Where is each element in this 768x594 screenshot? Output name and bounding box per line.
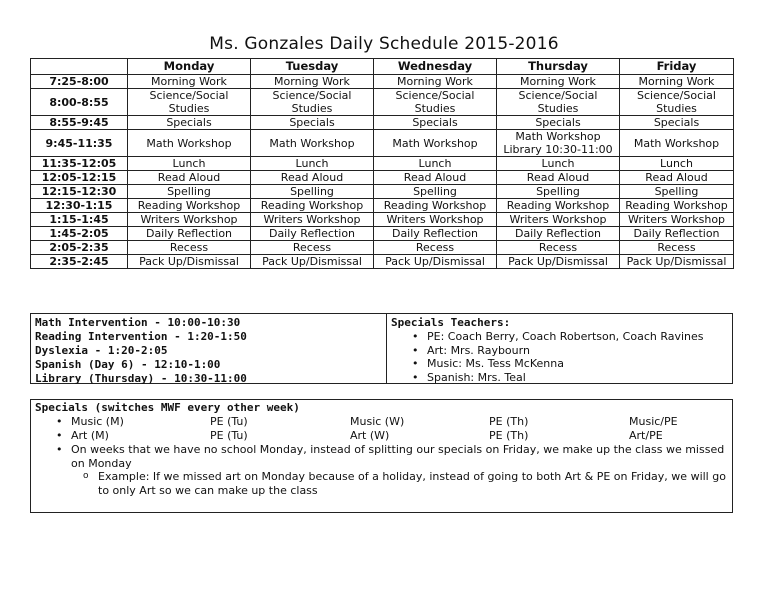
schedule-cell: Science/Social Studies	[497, 89, 620, 116]
teacher-item: • Spanish: Mrs. Teal	[427, 371, 728, 385]
schedule-cell: Science/Social Studies	[374, 89, 497, 116]
time-slot: 12:15-12:30	[31, 185, 128, 199]
specials-teachers-section	[387, 314, 732, 383]
time-slot: 12:05-12:15	[31, 171, 128, 185]
schedule-cell: Specials	[374, 116, 497, 130]
rotation-note: • On weeks that we have no school Monday, instead of splitting our specials on Friday, we make up the class we missed on Monday	[35, 443, 728, 471]
table-row	[31, 130, 734, 157]
time-slot: 12:30-1:15	[31, 199, 128, 213]
schedule-cell: Pack Up/Dismissal	[497, 255, 620, 269]
table-row	[31, 227, 734, 241]
rotation-cell: • Art (M)	[71, 428, 109, 442]
schedule-cell: Read Aloud	[128, 171, 251, 185]
rotation-example: o Example: If we missed art on Monday because of a holiday, instead of going to both Art & PE on Friday, we will go to only Art so we can make up the class	[35, 470, 728, 498]
schedule-cell: Reading Workshop	[497, 199, 620, 213]
table-row	[31, 75, 734, 89]
schedule-cell: Recess	[374, 241, 497, 255]
schedule-cell: Spelling	[128, 185, 251, 199]
schedule-cell: Science/Social Studies	[128, 89, 251, 116]
time-column-header	[31, 59, 128, 75]
time-slot: 2:05-2:35	[31, 241, 128, 255]
schedule-cell: Read Aloud	[374, 171, 497, 185]
rotation-cell: PE (Th)	[489, 428, 529, 442]
rotation-row	[35, 415, 728, 429]
table-row	[31, 116, 734, 130]
schedule-cell: Morning Work	[497, 75, 620, 89]
rotation-cell: PE (Tu)	[210, 414, 248, 428]
rotation-cell: PE (Th)	[489, 414, 529, 428]
schedule-cell: Writers Workshop	[128, 213, 251, 227]
schedule-cell: Daily Reflection	[128, 227, 251, 241]
teacher-item: • Art: Mrs. Raybourn	[427, 344, 728, 358]
table-row	[31, 157, 734, 171]
schedule-table	[30, 58, 734, 269]
schedule-cell: Daily Reflection	[497, 227, 620, 241]
schedule-cell: Math Workshop	[620, 130, 734, 157]
time-slot: 1:15-1:45	[31, 213, 128, 227]
schedule-cell: Pack Up/Dismissal	[620, 255, 734, 269]
schedule-cell: Reading Workshop	[374, 199, 497, 213]
schedule-cell: Morning Work	[374, 75, 497, 89]
schedule-cell: Read Aloud	[497, 171, 620, 185]
schedule-cell: Daily Reflection	[620, 227, 734, 241]
schedule-cell: Writers Workshop	[251, 213, 374, 227]
table-row	[31, 185, 734, 199]
schedule-cell: Math Workshop	[374, 130, 497, 157]
schedule-cell: Lunch	[374, 157, 497, 171]
table-row	[31, 255, 734, 269]
schedule-cell: Morning Work	[620, 75, 734, 89]
table-header-row	[31, 59, 734, 75]
specials-teachers-list	[391, 330, 728, 385]
interventions-and-teachers-box	[30, 313, 733, 384]
teacher-item: • Music: Ms. Tess McKenna	[427, 357, 728, 371]
schedule-cell: Pack Up/Dismissal	[374, 255, 497, 269]
intervention-item: Math Intervention - 10:00-10:30	[35, 316, 241, 329]
intervention-item: Dyslexia - 1:20-2:05	[35, 344, 168, 357]
rotation-cell: Art (W)	[350, 428, 390, 442]
time-slot: 2:35-2:45	[31, 255, 128, 269]
schedule-cell: Spelling	[497, 185, 620, 199]
schedule-cell: Math Workshop	[128, 130, 251, 157]
schedule-cell: Lunch	[620, 157, 734, 171]
schedule-cell: Recess	[497, 241, 620, 255]
day-header: Monday	[128, 59, 251, 75]
schedule-cell: Math Workshop Library 10:30-11:00	[497, 130, 620, 157]
schedule-cell: Writers Workshop	[374, 213, 497, 227]
table-row	[31, 241, 734, 255]
schedule-cell: Lunch	[251, 157, 374, 171]
schedule-cell: Specials	[620, 116, 734, 130]
schedule-cell: Pack Up/Dismissal	[251, 255, 374, 269]
schedule-cell: Recess	[128, 241, 251, 255]
teacher-item: • PE: Coach Berry, Coach Robertson, Coach Ravines	[427, 330, 728, 344]
page-title: Ms. Gonzales Daily Schedule 2015-2016	[209, 34, 559, 54]
day-header: Wednesday	[374, 59, 497, 75]
schedule-cell: Science/Social Studies	[251, 89, 374, 116]
schedule-cell: Specials	[128, 116, 251, 130]
schedule-cell: Writers Workshop	[497, 213, 620, 227]
schedule-cell: Daily Reflection	[251, 227, 374, 241]
schedule-cell: Science/Social Studies	[620, 89, 734, 116]
rotation-cell: PE (Tu)	[210, 428, 248, 442]
rotation-cell: Art/PE	[629, 428, 663, 442]
specials-rotation-heading: Specials (switches MWF every other week)	[35, 401, 300, 414]
rotation-cell: Music (W)	[350, 414, 405, 428]
time-slot: 9:45-11:35	[31, 130, 128, 157]
schedule-cell: Spelling	[251, 185, 374, 199]
schedule-cell: Read Aloud	[620, 171, 734, 185]
schedule-cell: Spelling	[374, 185, 497, 199]
table-row	[31, 199, 734, 213]
schedule-cell: Spelling	[620, 185, 734, 199]
time-slot: 7:25-8:00	[31, 75, 128, 89]
specials-rotation-box	[30, 399, 733, 513]
rotation-row	[35, 429, 728, 443]
schedule-cell: Recess	[620, 241, 734, 255]
intervention-item: Library (Thursday) - 10:30-11:00	[35, 372, 247, 385]
schedule-cell: Morning Work	[128, 75, 251, 89]
schedule-cell: Daily Reflection	[374, 227, 497, 241]
time-slot: 1:45-2:05	[31, 227, 128, 241]
schedule-cell: Specials	[251, 116, 374, 130]
table-row	[31, 213, 734, 227]
schedule-cell: Reading Workshop	[251, 199, 374, 213]
schedule-cell: Recess	[251, 241, 374, 255]
schedule-cell: Lunch	[497, 157, 620, 171]
intervention-item: Reading Intervention - 1:20-1:50	[35, 330, 247, 343]
day-header: Tuesday	[251, 59, 374, 75]
time-slot: 11:35-12:05	[31, 157, 128, 171]
specials-teachers-heading: Specials Teachers:	[391, 316, 511, 329]
interventions-list	[31, 314, 387, 383]
schedule-cell: Writers Workshop	[620, 213, 734, 227]
rotation-cell: • Music (M)	[71, 414, 124, 428]
intervention-item: Spanish (Day 6) - 12:10-1:00	[35, 358, 221, 371]
day-header: Thursday	[497, 59, 620, 75]
time-slot: 8:55-9:45	[31, 116, 128, 130]
schedule-cell: Lunch	[128, 157, 251, 171]
rotation-cell: Music/PE	[629, 414, 678, 428]
schedule-cell: Pack Up/Dismissal	[128, 255, 251, 269]
table-row	[31, 171, 734, 185]
schedule-cell: Reading Workshop	[620, 199, 734, 213]
day-header: Friday	[620, 59, 734, 75]
schedule-cell: Specials	[497, 116, 620, 130]
schedule-cell: Math Workshop	[251, 130, 374, 157]
schedule-cell: Morning Work	[251, 75, 374, 89]
schedule-cell: Reading Workshop	[128, 199, 251, 213]
time-slot: 8:00-8:55	[31, 89, 128, 116]
schedule-cell: Read Aloud	[251, 171, 374, 185]
table-row	[31, 89, 734, 116]
